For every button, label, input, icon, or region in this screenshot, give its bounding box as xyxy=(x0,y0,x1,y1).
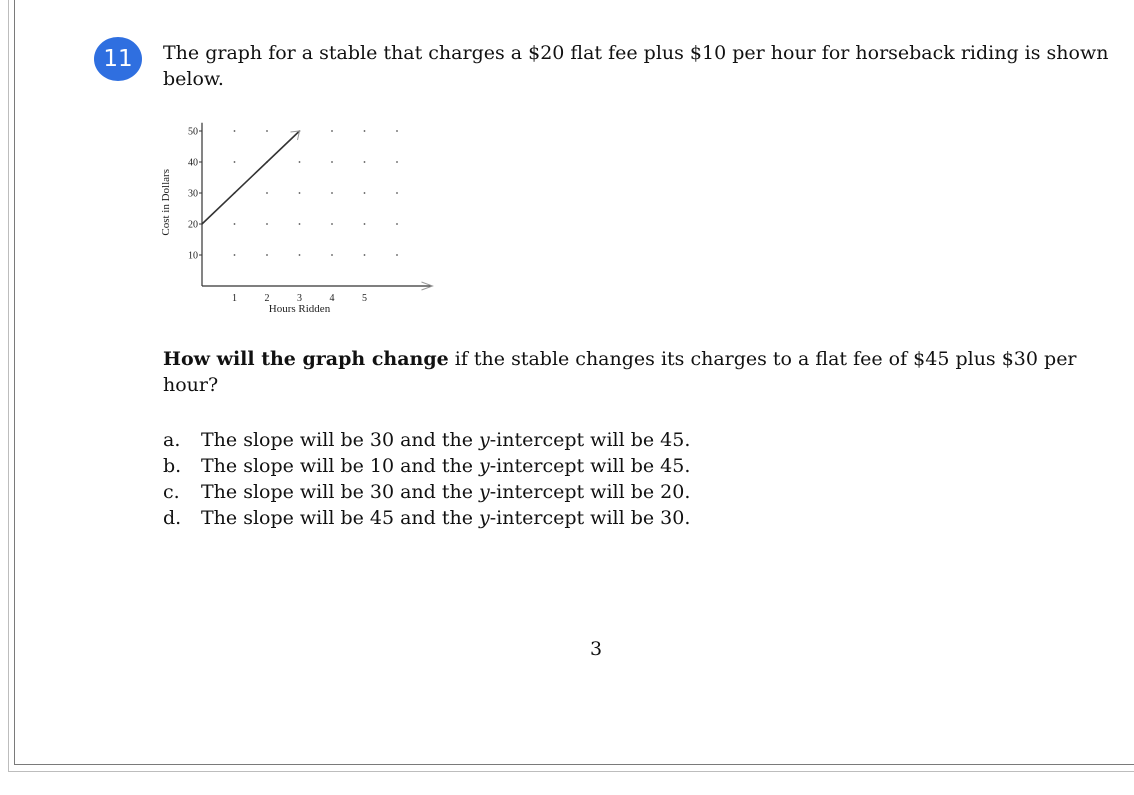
grid-dot xyxy=(396,130,398,132)
cost-graph xyxy=(155,118,445,318)
grid-dot xyxy=(396,223,398,225)
x-tick-label: 2 xyxy=(264,293,270,304)
grid-dot xyxy=(266,130,268,132)
question-number-badge: 11 xyxy=(94,37,142,81)
grid-dot xyxy=(396,254,398,256)
grid-dot xyxy=(266,223,268,225)
grid-dot xyxy=(331,161,333,163)
choice-letter: c. xyxy=(163,481,180,503)
page-shadow-left xyxy=(8,0,9,772)
y-tick-label: 50 xyxy=(188,126,198,138)
grid-dot xyxy=(331,254,333,256)
grid-dot xyxy=(234,223,236,225)
grid-dot xyxy=(299,223,301,225)
grid-dot xyxy=(331,130,333,132)
choice-text: The slope will be 30 and the y-intercept will be 20. xyxy=(201,481,691,503)
choice-text: The slope will be 10 and the y-intercept will be 45. xyxy=(201,455,691,477)
y-tick-label: 20 xyxy=(188,219,198,231)
x-tick-label: 1 xyxy=(232,293,237,304)
grid-dot xyxy=(364,192,366,194)
y-tick-label: 40 xyxy=(188,157,198,169)
page-number: 3 xyxy=(590,638,603,660)
grid-dot xyxy=(266,254,268,256)
x-tick-label: 3 xyxy=(297,293,302,304)
grid-dot xyxy=(266,192,268,194)
grid-dot xyxy=(234,161,236,163)
x-tick-label: 5 xyxy=(362,293,367,304)
answer-choices xyxy=(163,427,690,531)
grid-dot xyxy=(299,254,301,256)
choice-letter: d. xyxy=(163,507,182,529)
grid-dot xyxy=(234,254,236,256)
y-tick-label: 30 xyxy=(188,188,198,200)
prompt-bold: How will the graph change xyxy=(163,348,449,370)
x-tick-label: 4 xyxy=(329,293,335,304)
y-axis-label: Cost in Dollars xyxy=(160,168,172,236)
choice-letter: a. xyxy=(163,429,181,451)
y-tick-label: 10 xyxy=(188,250,198,262)
choice-text: The slope will be 30 and the y-intercept will be 45. xyxy=(201,429,691,451)
page-shadow-bottom xyxy=(8,771,1134,772)
prompt-rest: if the stable changes its charges to a flat fee of $45 plus $30 per hour? xyxy=(163,348,1077,396)
question-prompt xyxy=(163,346,1083,398)
x-axis-label: Hours Ridden xyxy=(268,303,331,315)
grid-dot xyxy=(299,161,301,163)
question-text: The graph for a stable that charges a $20 flat fee plus $10 per hour for horseback riding is shown below. xyxy=(163,42,1109,90)
grid-dot xyxy=(331,223,333,225)
grid-dot xyxy=(331,192,333,194)
grid-dot xyxy=(364,254,366,256)
grid-dot xyxy=(364,130,366,132)
grid-dot xyxy=(364,161,366,163)
grid-dot xyxy=(396,192,398,194)
choice-text: The slope will be 45 and the y-intercept will be 30. xyxy=(201,507,691,529)
choice-letter: b. xyxy=(163,455,182,477)
choice-d[interactable] xyxy=(163,505,690,531)
choice-a[interactable] xyxy=(163,427,690,453)
grid-dot xyxy=(396,161,398,163)
choice-b[interactable] xyxy=(163,453,690,479)
choice-c[interactable] xyxy=(163,479,690,505)
cost-line xyxy=(202,131,300,224)
grid-dot xyxy=(234,130,236,132)
grid-dot xyxy=(364,223,366,225)
grid-dot xyxy=(299,192,301,194)
